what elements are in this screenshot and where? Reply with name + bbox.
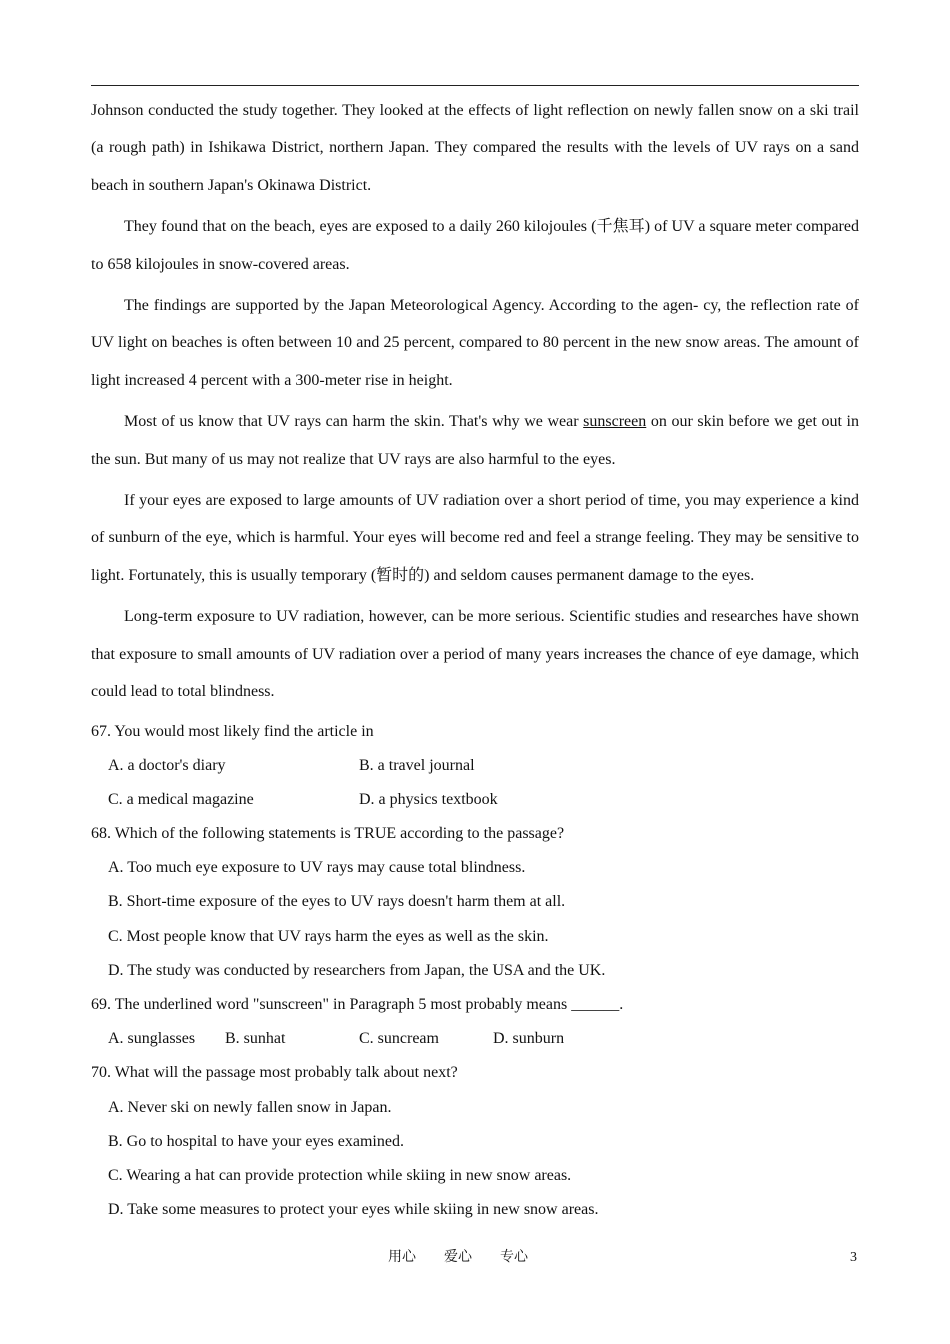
passage-paragraph-5: If your eyes are exposed to large amounts of UV radiation over a short period of time, you may experience a kind of sunburn of the eye, which is harmful. Your eyes will become red and feel a strange feeling. They may be sensitive to light. Fortunately, this is usually temporary (暂时的) and seldom causes permanent damage to the eyes. (91, 492, 859, 584)
question-67-stem: 67. You would most likely find the article in (91, 722, 374, 740)
question-67-options-row-2 (91, 783, 859, 817)
footer-slogan-3: 专心 (500, 1250, 528, 1265)
question-70-option-c: C. Wearing a hat can provide protection while skiing in new snow areas. (108, 1166, 572, 1184)
passage-paragraph-1: Johnson conducted the study together. They looked at the effects of light reflection on newly fallen snow on a ski trail (a rough path) in Ishikawa District, northern Japan. They compared the results with the levels of UV rays on a sand beach in southern Japan's Okinawa District. (91, 102, 859, 194)
footer-slogan-2: 爱心 (444, 1250, 472, 1265)
passage-paragraph-3: The findings are supported by the Japan Meteorological Agency. According to the agen- cy, the reflection rate of UV light on beaches is often between 10 and 25 percent, compared to 80 percent in the new snow areas. The amount of light increased 4 percent with a 300-meter rise in height. (91, 297, 859, 389)
question-68-stem: 68. Which of the following statements is TRUE according to the passage? (91, 825, 565, 843)
passage-paragraph-6: Long-term exposure to UV radiation, however, can be more serious. Scientific studies and researches have shown that exposure to small amounts of UV radiation over a period of many years increases the chance of eye damage, which could lead to total blindness. (91, 608, 859, 701)
question-70-option-b: B. Go to hospital to have your eyes examined. (108, 1132, 404, 1150)
footer-slogan-1: 用心 (388, 1250, 416, 1265)
passage-paragraph-2: They found that on the beach, eyes are exposed to a daily 260 kilojoules (千焦耳) of UV a square meter compared to 658 kilojoules in snow-covered areas. (91, 218, 859, 273)
question-68-option-c: C. Most people know that UV rays harm the eyes as well as the skin. (108, 927, 549, 945)
underlined-word-sunscreen: sunscreen (583, 413, 647, 431)
question-67-option-c: C. a medical magazine (108, 790, 254, 808)
reading-passage (91, 92, 859, 711)
question-70-option-a: A. Never ski on newly fallen snow in Japan. (108, 1098, 392, 1116)
paragraph-4-start: Most of us know that UV rays can harm the skin. That's why we wear (124, 413, 584, 431)
question-69-stem: 69. The underlined word "sunscreen" in Paragraph 5 most probably means ______. (91, 996, 624, 1013)
question-70-stem: 70. What will the passage most probably talk about next? (91, 1064, 458, 1082)
question-68-option-a: A. Too much eye exposure to UV rays may cause total blindness. (108, 859, 526, 877)
question-69-option-a: A. sunglasses (108, 1030, 196, 1048)
question-67-option-b: B. a travel journal (359, 756, 475, 774)
question-70-option-d: D. Take some measures to protect your eyes while skiing in new snow areas. (108, 1201, 599, 1219)
question-67-option-d: D. a physics textbook (359, 790, 498, 808)
footer-slogan (388, 1248, 556, 1268)
question-69-option-d: D. sunburn (493, 1030, 565, 1048)
question-68-option-b: B. Short-time exposure of the eyes to UV rays doesn't harm them at all. (108, 893, 566, 911)
page-footer (0, 1248, 950, 1268)
question-69-option-b: B. sunhat (225, 1030, 286, 1048)
page-number: 3 (850, 1250, 857, 1265)
questions-section (91, 715, 859, 1228)
question-67-option-a: A. a doctor's diary (108, 756, 226, 774)
question-67-options-row-1 (91, 749, 859, 783)
question-69-option-c: C. suncream (359, 1030, 439, 1048)
paragraph-4-end: on our skin before we get out in the sun. But many of us may not realize that UV rays are also harmful to the eyes. (91, 413, 859, 468)
question-69-options-row (91, 1022, 859, 1056)
passage-paragraph-4 (91, 403, 859, 478)
document-content (91, 92, 859, 1227)
question-68-option-d: D. The study was conducted by researchers from Japan, the USA and the UK. (108, 961, 606, 979)
header-rule (91, 85, 859, 86)
